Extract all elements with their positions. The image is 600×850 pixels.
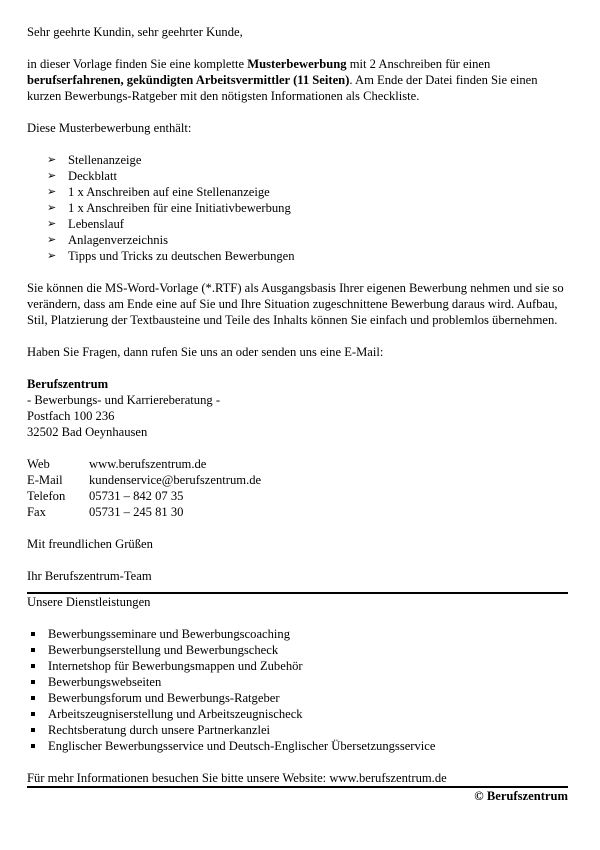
phone-value: 05731 – 842 07 35	[89, 489, 184, 503]
company-tagline: - Bewerbungs- und Karriereberatung -	[27, 393, 221, 407]
fax-value: 05731 – 245 81 30	[89, 505, 184, 519]
list-item: Englischer Bewerbungsservice und Deutsch-Englischer Übersetzungsservice	[29, 738, 567, 754]
contact-table	[27, 456, 261, 520]
list-item: Bewerbungsforum und Bewerbungs-Ratgeber	[29, 690, 567, 706]
list-item: ➢ 1 x Anschreiben auf eine Stellenanzeige	[47, 185, 270, 199]
contact-label: Telefon	[27, 489, 66, 503]
list-item: Arbeitszeugniserstellung und Arbeitszeugnischeck	[29, 706, 567, 722]
services-list	[27, 626, 567, 754]
list-item: Bewerbungserstellung und Bewerbungscheck	[29, 642, 567, 658]
list-item: Bewerbungswebseiten	[29, 674, 567, 690]
contact-label: Fax	[27, 505, 46, 519]
intro-text-1: in dieser Vorlage finden Sie eine komplette	[27, 57, 248, 71]
square-bullet-icon	[31, 664, 35, 668]
document-page	[27, 24, 567, 804]
arrowhead-bullet-icon: ➢	[47, 234, 57, 246]
square-bullet-icon	[31, 648, 35, 652]
arrowhead-bullet-icon: ➢	[47, 202, 57, 214]
salutation: Sehr geehrte Kundin, sehr geehrter Kunde,	[27, 25, 243, 39]
email-link[interactable]: kundenservice@berufszentrum.de	[89, 473, 262, 487]
company-address-line-2: 32502 Bad Oeynhausen	[27, 425, 148, 439]
usage-paragraph: Sie können die MS-Word-Vorlage (*.RTF) als Ausgangsbasis Ihrer eigenen Bewerbung nehmen und sie so verändern, dass am Ende eine auf Sie und Ihre Situation zugeschnittene Bewerbung daraus wird. Aufbau, Stil, Platzierung der Textbausteine und Teile des Inhalts können Sie einfach und problemlos übernehmen.	[27, 281, 564, 327]
contact-label: Web	[27, 457, 50, 471]
intro-bold-1: Musterbewerbung	[247, 57, 347, 71]
list-item: ➢ Tipps und Tricks zu deutschen Bewerbungen	[47, 249, 295, 263]
list-item: Bewerbungsseminare und Bewerbungscoaching	[29, 626, 567, 642]
contents-heading: Diese Musterbewerbung enthält:	[27, 121, 192, 135]
company-address-line-1: Postfach 100 236	[27, 409, 115, 423]
intro-bold-2: berufserfahrenen, gekündigten Arbeitsvermittler (11 Seiten)	[27, 73, 350, 87]
signature: Ihr Berufszentrum-Team	[27, 569, 152, 583]
list-item: ➢ Anlagenverzeichnis	[47, 233, 169, 247]
copyright-footer: © Berufszentrum	[474, 789, 568, 803]
arrowhead-bullet-icon: ➢	[47, 154, 57, 166]
contact-row-web	[27, 456, 261, 472]
more-info-line: Für mehr Informationen besuchen Sie bitte unsere Website: www.berufszentrum.de	[27, 771, 447, 785]
square-bullet-icon	[31, 680, 35, 684]
square-bullet-icon	[31, 696, 35, 700]
contact-row-fax	[27, 504, 261, 520]
contact-row-phone	[27, 488, 261, 504]
services-heading: Unsere Dienstleistungen	[27, 595, 151, 609]
company-name: Berufszentrum	[27, 377, 109, 391]
intro-text-3: . Am Ende der Datei finden Sie einen kurzen Bewerbungs-Ratgeber mit den nötigsten Informationen als Checkliste.	[27, 73, 538, 103]
square-bullet-icon	[31, 712, 35, 716]
square-bullet-icon	[31, 744, 35, 748]
contact-row-email	[27, 472, 261, 488]
closing: Mit freundlichen Grüßen	[27, 537, 153, 551]
intro-paragraph	[27, 56, 567, 104]
arrowhead-bullet-icon: ➢	[47, 186, 57, 198]
questions-paragraph: Haben Sie Fragen, dann rufen Sie uns an oder senden uns eine E-Mail:	[27, 345, 384, 359]
intro-text-2: mit 2 Anschreiben für einen	[346, 57, 491, 71]
contact-label: E-Mail	[27, 473, 63, 487]
square-bullet-icon	[31, 728, 35, 732]
arrowhead-bullet-icon: ➢	[47, 218, 57, 230]
list-item: ➢ 1 x Anschreiben für eine Initiativbewerbung	[47, 201, 291, 215]
arrowhead-bullet-icon: ➢	[47, 170, 57, 182]
list-item: ➢ Stellenanzeige	[47, 153, 142, 167]
square-bullet-icon	[31, 632, 35, 636]
list-item: ➢ Deckblatt	[47, 169, 117, 183]
website-link[interactable]: www.berufszentrum.de	[89, 457, 207, 471]
list-item: Rechtsberatung durch unsere Partnerkanzlei	[29, 722, 567, 738]
contents-list	[27, 152, 567, 264]
arrowhead-bullet-icon: ➢	[47, 250, 57, 262]
list-item: Internetshop für Bewerbungsmappen und Zubehör	[29, 658, 567, 674]
list-item: ➢ Lebenslauf	[47, 217, 124, 231]
